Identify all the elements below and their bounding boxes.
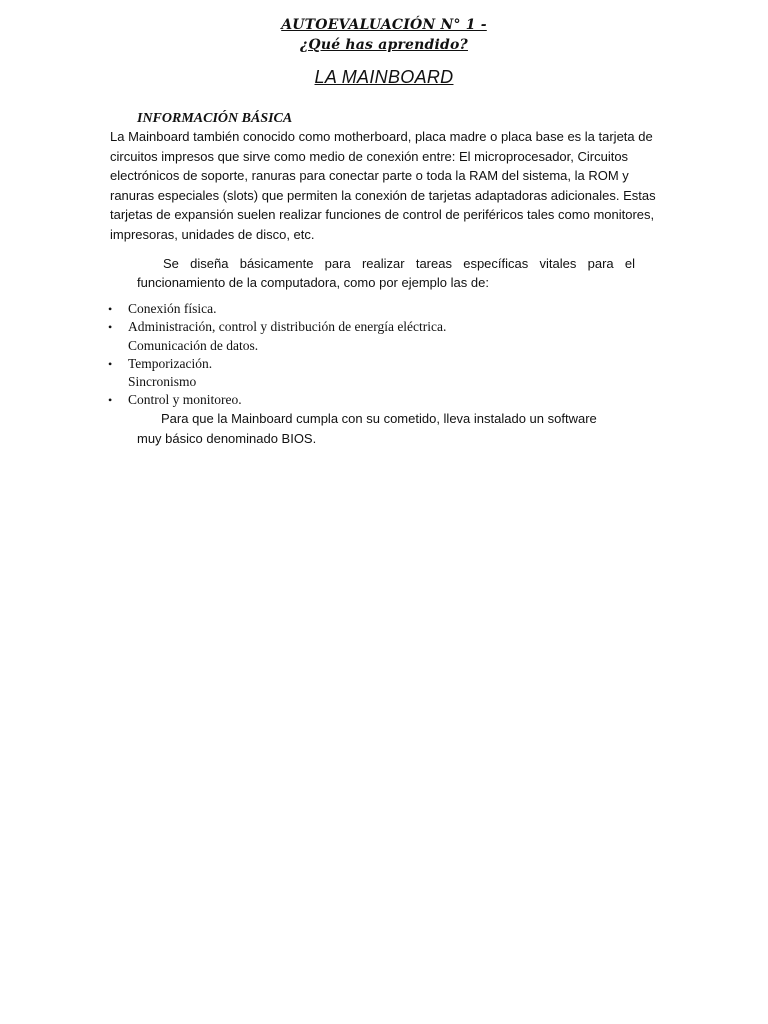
list-item: [108, 318, 628, 336]
document-subtitle: ¿Qué has aprendido?: [300, 37, 468, 53]
design-paragraph: Se diseña básicamente para realizar tareas específicas vitales para el funcionamiento de la computadora, como por ejemplo las de:: [137, 256, 635, 290]
topic-title: LA MAINBOARD: [314, 67, 454, 87]
list-item: [108, 300, 628, 318]
bullet-icon: •: [108, 356, 113, 371]
list-item: [108, 355, 628, 373]
list-item-text: Comunicación de datos.: [128, 337, 259, 353]
list-item-text: Administración, control y distribución de energía eléctrica.: [128, 319, 447, 335]
list-item: [108, 391, 628, 409]
list-item: [108, 373, 628, 391]
list-item-text: Control y monitoreo.: [128, 392, 242, 408]
list-item: [108, 337, 628, 355]
intro-paragraph: La Mainboard también conocido como motherboard, placa madre o placa base es la tarjeta de circuitos impresos que sirve como medio de conexión entre: El microprocesador, Circuitos electrónicos de soporte, ranuras para conectar parte o toda la RAM del sistema, la ROM y ranuras especiales (slots) que permiten la conexión de tarjetas adaptadoras adicionales. Estas tarjetas de expansión suelen realizar funciones de control de periféricos tales como monitores, impresoras, unidades de disco, etc.: [110, 129, 656, 242]
list-item-text: Temporización.: [128, 355, 213, 371]
bullet-icon: •: [108, 320, 113, 335]
closing-paragraph: Para que la Mainboard cumpla con su cometido, lleva instalado un software muy básico denominado BIOS.: [137, 411, 597, 446]
list-item-text: Conexión física.: [128, 301, 217, 316]
list-item-text: Sincronismo: [128, 374, 197, 390]
bullet-icon: •: [108, 393, 113, 408]
section-heading: INFORMACIÓN BÁSICA: [137, 111, 293, 126]
functions-list: [108, 300, 628, 410]
bullet-icon: •: [108, 302, 113, 316]
document-title: AUTOEVALUACIÓN N° 1 -: [281, 17, 487, 33]
